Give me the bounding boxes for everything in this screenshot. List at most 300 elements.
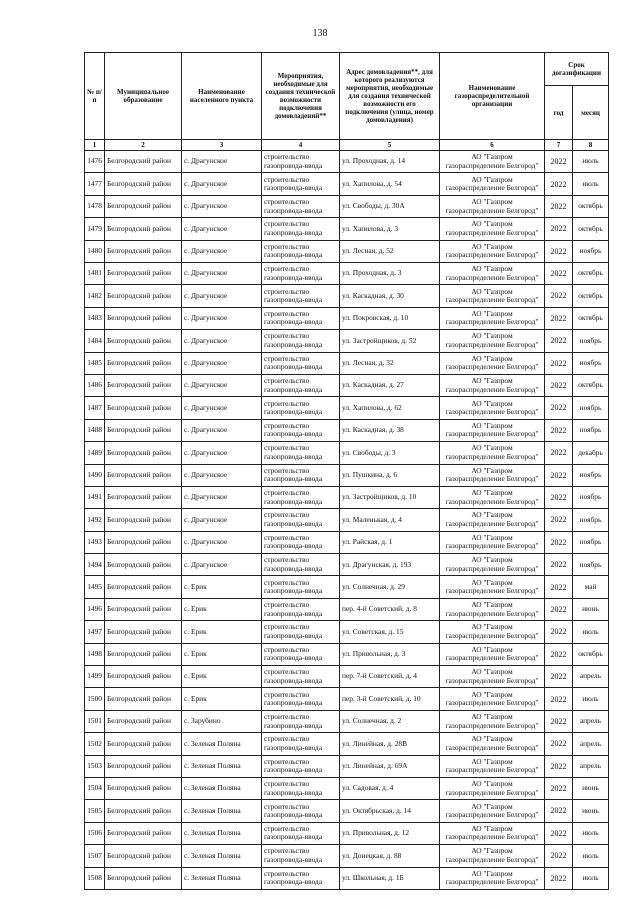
year-cell: 2022 (545, 218, 573, 240)
table-row (85, 486, 609, 508)
month-cell: июль (573, 621, 609, 643)
year-cell: 2022 (545, 554, 573, 576)
org-cell: АО "Газпром газораспределение Белгород" (440, 285, 545, 307)
org-cell: АО "Газпром газораспределение Белгород" (440, 531, 545, 553)
month-cell: декабрь (573, 442, 609, 464)
row-number: 1479 (85, 218, 105, 240)
org-cell: АО "Газпром газораспределение Белгород" (440, 643, 545, 665)
settlement-cell: с. Драгунское (182, 554, 262, 576)
page-number: 138 (312, 28, 328, 39)
municipality-cell: Белгородский район (105, 263, 182, 285)
measure-cell: строительство газопровода-ввода (262, 531, 340, 553)
row-number: 1496 (85, 598, 105, 620)
month-cell: апрель (573, 710, 609, 732)
org-cell: АО "Газпром газораспределение Белгород" (440, 554, 545, 576)
address-cell: ул. Свободы, д. 30А (340, 195, 440, 217)
gasification-table (84, 52, 609, 890)
month-cell: июль (573, 151, 609, 173)
year-cell: 2022 (545, 777, 573, 799)
table-row (85, 285, 609, 307)
table-row (85, 755, 609, 777)
settlement-cell: с. Драгунское (182, 218, 262, 240)
table-row (85, 666, 609, 688)
measure-cell: строительство газопровода-ввода (262, 263, 340, 285)
table-row (85, 330, 609, 352)
org-cell: АО "Газпром газораспределение Белгород" (440, 666, 545, 688)
org-cell: АО "Газпром газораспределение Белгород" (440, 352, 545, 374)
address-cell: ул. Каскадная, д. 30 (340, 285, 440, 307)
header-address: Адрес домовладения**, для которого реализуются мероприятия, необходимые для создания технической возможности его подключения (улица, номер домовладения) (340, 53, 440, 140)
table-row (85, 464, 609, 486)
year-cell: 2022 (545, 867, 573, 889)
municipality-cell: Белгородский район (105, 464, 182, 486)
settlement-cell: с. Ерик (182, 576, 262, 598)
org-cell: АО "Газпром газораспределение Белгород" (440, 867, 545, 889)
org-cell: АО "Газпром газораспределение Белгород" (440, 263, 545, 285)
year-cell: 2022 (545, 330, 573, 352)
municipality-cell: Белгородский район (105, 330, 182, 352)
municipality-cell: Белгородский район (105, 240, 182, 262)
month-cell: ноябрь (573, 554, 609, 576)
row-number: 1486 (85, 374, 105, 396)
org-cell: АО "Газпром газораспределение Белгород" (440, 845, 545, 867)
municipality-cell: Белгородский район (105, 285, 182, 307)
table-row (85, 263, 609, 285)
year-cell: 2022 (545, 195, 573, 217)
table-row (85, 397, 609, 419)
row-number: 1498 (85, 643, 105, 665)
address-cell: ул. Райская, д. 1 (340, 531, 440, 553)
municipality-cell: Белгородский район (105, 352, 182, 374)
month-cell: июль (573, 845, 609, 867)
row-number: 1487 (85, 397, 105, 419)
measure-cell: строительство газопровода-ввода (262, 733, 340, 755)
settlement-cell: с. Зеленая Поляна (182, 845, 262, 867)
measure-cell: строительство газопровода-ввода (262, 173, 340, 195)
row-number: 1507 (85, 845, 105, 867)
municipality-cell: Белгородский район (105, 666, 182, 688)
year-cell: 2022 (545, 643, 573, 665)
year-cell: 2022 (545, 845, 573, 867)
address-cell: ул. Хапилова, д. 54 (340, 173, 440, 195)
address-cell: ул. Покровская, д. 10 (340, 307, 440, 329)
municipality-cell: Белгородский район (105, 374, 182, 396)
table-row (85, 531, 609, 553)
table-row (85, 576, 609, 598)
measure-cell: строительство газопровода-ввода (262, 442, 340, 464)
settlement-cell: с. Зеленая Поляна (182, 867, 262, 889)
row-number: 1504 (85, 777, 105, 799)
measure-cell: строительство газопровода-ввода (262, 822, 340, 844)
row-number: 1503 (85, 755, 105, 777)
month-cell: ноябрь (573, 419, 609, 441)
row-number: 1485 (85, 352, 105, 374)
municipality-cell: Белгородский район (105, 800, 182, 822)
measure-cell: строительство газопровода-ввода (262, 621, 340, 643)
header-year: год (545, 86, 573, 140)
row-number: 1501 (85, 710, 105, 732)
col-number: 4 (262, 140, 340, 151)
col-number: 7 (545, 140, 573, 151)
month-cell: октябрь (573, 218, 609, 240)
org-cell: АО "Газпром газораспределение Белгород" (440, 621, 545, 643)
municipality-cell: Белгородский район (105, 822, 182, 844)
header-month: месяц (573, 86, 609, 140)
address-cell: ул. Проходная, д. 14 (340, 151, 440, 173)
year-cell: 2022 (545, 307, 573, 329)
org-cell: АО "Газпром газораспределение Белгород" (440, 464, 545, 486)
month-cell: июнь (573, 800, 609, 822)
row-number: 1502 (85, 733, 105, 755)
municipality-cell: Белгородский район (105, 598, 182, 620)
row-number: 1482 (85, 285, 105, 307)
table-row (85, 554, 609, 576)
table-row (85, 688, 609, 710)
measure-cell: строительство газопровода-ввода (262, 464, 340, 486)
settlement-cell: с. Ерик (182, 621, 262, 643)
measure-cell: строительство газопровода-ввода (262, 800, 340, 822)
address-cell: ул. Октябрьская, д. 14 (340, 800, 440, 822)
table-row (85, 733, 609, 755)
settlement-cell: с. Драгунское (182, 195, 262, 217)
org-cell: АО "Газпром газораспределение Белгород" (440, 330, 545, 352)
year-cell: 2022 (545, 621, 573, 643)
address-cell: ул. Маленькая, д. 4 (340, 509, 440, 531)
org-cell: АО "Газпром газораспределение Белгород" (440, 800, 545, 822)
address-cell: ул. Донецкая, д. 88 (340, 845, 440, 867)
row-number: 1493 (85, 531, 105, 553)
year-cell: 2022 (545, 240, 573, 262)
header-deadline: Срок догазификации (545, 53, 609, 86)
settlement-cell: с. Драгунское (182, 307, 262, 329)
month-cell: ноябрь (573, 509, 609, 531)
header-measures: Мероприятия, необходимые для создания технической возможности подключения домовладений** (262, 53, 340, 140)
address-cell: ул. Линейная, д. 28В (340, 733, 440, 755)
year-cell: 2022 (545, 486, 573, 508)
measure-cell: строительство газопровода-ввода (262, 151, 340, 173)
org-cell: АО "Газпром газораспределение Белгород" (440, 598, 545, 620)
municipality-cell: Белгородский район (105, 218, 182, 240)
year-cell: 2022 (545, 151, 573, 173)
year-cell: 2022 (545, 666, 573, 688)
year-cell: 2022 (545, 688, 573, 710)
row-number: 1484 (85, 330, 105, 352)
org-cell: АО "Газпром газораспределение Белгород" (440, 733, 545, 755)
year-cell: 2022 (545, 733, 573, 755)
col-number: 1 (85, 140, 105, 151)
settlement-cell: с. Драгунское (182, 442, 262, 464)
settlement-cell: с. Зеленая Поляна (182, 822, 262, 844)
row-number: 1508 (85, 867, 105, 889)
address-cell: ул. Застройщиков, д. 10 (340, 486, 440, 508)
measure-cell: строительство газопровода-ввода (262, 374, 340, 396)
municipality-cell: Белгородский район (105, 173, 182, 195)
table-row (85, 195, 609, 217)
settlement-cell: с. Драгунское (182, 240, 262, 262)
org-cell: АО "Газпром газораспределение Белгород" (440, 240, 545, 262)
year-cell: 2022 (545, 710, 573, 732)
settlement-cell: с. Зеленая Поляна (182, 777, 262, 799)
municipality-cell: Белгородский район (105, 710, 182, 732)
address-cell: ул. Хапилова, д. 3 (340, 218, 440, 240)
address-cell: ул. Садовая, д. 4 (340, 777, 440, 799)
table-row (85, 218, 609, 240)
row-number: 1505 (85, 800, 105, 822)
table-row (85, 442, 609, 464)
measure-cell: строительство газопровода-ввода (262, 845, 340, 867)
year-cell: 2022 (545, 397, 573, 419)
municipality-cell: Белгородский район (105, 845, 182, 867)
row-number: 1478 (85, 195, 105, 217)
address-cell: ул. Школьная, д. 1Б (340, 867, 440, 889)
measure-cell: строительство газопровода-ввода (262, 643, 340, 665)
month-cell: апрель (573, 755, 609, 777)
org-cell: АО "Газпром газораспределение Белгород" (440, 195, 545, 217)
org-cell: АО "Газпром газораспределение Белгород" (440, 307, 545, 329)
header-num: № п/п (85, 53, 105, 140)
year-cell: 2022 (545, 800, 573, 822)
org-cell: АО "Газпром газораспределение Белгород" (440, 688, 545, 710)
address-cell: ул. Лесная, д. 32 (340, 352, 440, 374)
table-row (85, 621, 609, 643)
month-cell: октябрь (573, 374, 609, 396)
month-cell: октябрь (573, 285, 609, 307)
table-row (85, 307, 609, 329)
municipality-cell: Белгородский район (105, 554, 182, 576)
address-cell: ул. Свободы, д. 3 (340, 442, 440, 464)
month-cell: июль (573, 867, 609, 889)
settlement-cell: с. Ерик (182, 688, 262, 710)
settlement-cell: с. Зеленая Поляна (182, 800, 262, 822)
year-cell: 2022 (545, 285, 573, 307)
address-cell: ул. Солнечная, д. 2 (340, 710, 440, 732)
month-cell: апрель (573, 666, 609, 688)
address-cell: ул. Лесная, д. 52 (340, 240, 440, 262)
org-cell: АО "Газпром газораспределение Белгород" (440, 486, 545, 508)
org-cell: АО "Газпром газораспределение Белгород" (440, 509, 545, 531)
col-number: 5 (340, 140, 440, 151)
org-cell: АО "Газпром газораспределение Белгород" (440, 777, 545, 799)
measure-cell: строительство газопровода-ввода (262, 554, 340, 576)
municipality-cell: Белгородский район (105, 576, 182, 598)
address-cell: ул. Хапилова, д. 62 (340, 397, 440, 419)
settlement-cell: с. Ерик (182, 666, 262, 688)
address-cell: ул. Проходная, д. 3 (340, 263, 440, 285)
table-row (85, 867, 609, 889)
address-cell: ул. Линейная, д. 69А (340, 755, 440, 777)
address-cell: ул. Привольная, д. 3 (340, 643, 440, 665)
table-row (85, 822, 609, 844)
row-number: 1489 (85, 442, 105, 464)
measure-cell: строительство газопровода-ввода (262, 397, 340, 419)
table-row (85, 352, 609, 374)
header-municipality: Муниципальное образование (105, 53, 182, 140)
row-number: 1483 (85, 307, 105, 329)
row-number: 1491 (85, 486, 105, 508)
measure-cell: строительство газопровода-ввода (262, 666, 340, 688)
row-number: 1499 (85, 666, 105, 688)
address-cell: ул. Солнечная, д. 29 (340, 576, 440, 598)
month-cell: октябрь (573, 643, 609, 665)
municipality-cell: Белгородский район (105, 151, 182, 173)
month-cell: ноябрь (573, 464, 609, 486)
settlement-cell: с. Ерик (182, 598, 262, 620)
measure-cell: строительство газопровода-ввода (262, 218, 340, 240)
year-cell: 2022 (545, 352, 573, 374)
address-cell: пер. 4-й Советский, д. 8 (340, 598, 440, 620)
row-number: 1497 (85, 621, 105, 643)
municipality-cell: Белгородский район (105, 755, 182, 777)
col-number: 6 (440, 140, 545, 151)
month-cell: ноябрь (573, 486, 609, 508)
row-number: 1506 (85, 822, 105, 844)
year-cell: 2022 (545, 442, 573, 464)
month-cell: июль (573, 822, 609, 844)
settlement-cell: с. Драгунское (182, 464, 262, 486)
municipality-cell: Белгородский район (105, 397, 182, 419)
settlement-cell: с. Ерик (182, 643, 262, 665)
municipality-cell: Белгородский район (105, 777, 182, 799)
org-cell: АО "Газпром газораспределение Белгород" (440, 442, 545, 464)
settlement-cell: с. Зеленая Поляна (182, 733, 262, 755)
year-cell: 2022 (545, 822, 573, 844)
row-number: 1490 (85, 464, 105, 486)
month-cell: июнь (573, 598, 609, 620)
municipality-cell: Белгородский район (105, 307, 182, 329)
settlement-cell: с. Драгунское (182, 531, 262, 553)
table-row (85, 598, 609, 620)
measure-cell: строительство газопровода-ввода (262, 195, 340, 217)
address-cell: ул. Каскадная, д. 27 (340, 374, 440, 396)
address-cell: ул. Пушкина, д. 6 (340, 464, 440, 486)
row-number: 1481 (85, 263, 105, 285)
row-number: 1494 (85, 554, 105, 576)
month-cell: ноябрь (573, 330, 609, 352)
table-row (85, 509, 609, 531)
measure-cell: строительство газопровода-ввода (262, 486, 340, 508)
municipality-cell: Белгородский район (105, 486, 182, 508)
col-number: 3 (182, 140, 262, 151)
address-cell: ул. Советская, д. 15 (340, 621, 440, 643)
measure-cell: строительство газопровода-ввода (262, 576, 340, 598)
address-cell: ул. Привольная, д. 12 (340, 822, 440, 844)
settlement-cell: с. Драгунское (182, 151, 262, 173)
address-cell: ул. Драгунская, д. 193 (340, 554, 440, 576)
month-cell: май (573, 576, 609, 598)
municipality-cell: Белгородский район (105, 621, 182, 643)
row-number: 1476 (85, 151, 105, 173)
year-cell: 2022 (545, 374, 573, 396)
table-row (85, 845, 609, 867)
org-cell: АО "Газпром газораспределение Белгород" (440, 419, 545, 441)
settlement-cell: с. Зеленая Поляна (182, 755, 262, 777)
measure-cell: строительство газопровода-ввода (262, 755, 340, 777)
address-cell: пер. 7-й Советский, д. 4 (340, 666, 440, 688)
row-number: 1495 (85, 576, 105, 598)
municipality-cell: Белгородский район (105, 643, 182, 665)
header-settlement: Наименование населенного пункта (182, 53, 262, 140)
municipality-cell: Белгородский район (105, 688, 182, 710)
month-cell: ноябрь (573, 352, 609, 374)
year-cell: 2022 (545, 531, 573, 553)
month-cell: октябрь (573, 307, 609, 329)
year-cell: 2022 (545, 598, 573, 620)
settlement-cell: с. Драгунское (182, 352, 262, 374)
table-row (85, 419, 609, 441)
year-cell: 2022 (545, 419, 573, 441)
org-cell: АО "Газпром газораспределение Белгород" (440, 173, 545, 195)
address-cell: пер. 3-й Советский, д. 10 (340, 688, 440, 710)
year-cell: 2022 (545, 509, 573, 531)
month-cell: ноябрь (573, 397, 609, 419)
row-number: 1477 (85, 173, 105, 195)
row-number: 1488 (85, 419, 105, 441)
measure-cell: строительство газопровода-ввода (262, 509, 340, 531)
month-cell: апрель (573, 733, 609, 755)
table-body (85, 151, 609, 890)
measure-cell: строительство газопровода-ввода (262, 777, 340, 799)
org-cell: АО "Газпром газораспределение Белгород" (440, 397, 545, 419)
row-number: 1480 (85, 240, 105, 262)
settlement-cell: с. Драгунское (182, 330, 262, 352)
org-cell: АО "Газпром газораспределение Белгород" (440, 710, 545, 732)
measure-cell: строительство газопровода-ввода (262, 419, 340, 441)
settlement-cell: с. Драгунское (182, 509, 262, 531)
settlement-cell: с. Драгунское (182, 419, 262, 441)
measure-cell: строительство газопровода-ввода (262, 710, 340, 732)
org-cell: АО "Газпром газораспределение Белгород" (440, 822, 545, 844)
table-row (85, 777, 609, 799)
settlement-cell: с. Зарубино (182, 710, 262, 732)
month-cell: июль (573, 688, 609, 710)
table-row (85, 800, 609, 822)
row-number: 1500 (85, 688, 105, 710)
column-number-row (85, 140, 609, 151)
row-number: 1492 (85, 509, 105, 531)
year-cell: 2022 (545, 173, 573, 195)
address-cell: ул. Застройщиков, д. 52 (340, 330, 440, 352)
org-cell: АО "Газпром газораспределение Белгород" (440, 576, 545, 598)
year-cell: 2022 (545, 576, 573, 598)
table-row (85, 374, 609, 396)
month-cell: ноябрь (573, 240, 609, 262)
measure-cell: строительство газопровода-ввода (262, 688, 340, 710)
org-cell: АО "Газпром газораспределение Белгород" (440, 755, 545, 777)
col-number: 2 (105, 140, 182, 151)
municipality-cell: Белгородский район (105, 509, 182, 531)
table-row (85, 173, 609, 195)
year-cell: 2022 (545, 755, 573, 777)
measure-cell: строительство газопровода-ввода (262, 867, 340, 889)
municipality-cell: Белгородский район (105, 867, 182, 889)
month-cell: июль (573, 173, 609, 195)
measure-cell: строительство газопровода-ввода (262, 285, 340, 307)
table-row (85, 151, 609, 173)
settlement-cell: с. Драгунское (182, 397, 262, 419)
municipality-cell: Белгородский район (105, 195, 182, 217)
org-cell: АО "Газпром газораспределение Белгород" (440, 218, 545, 240)
org-cell: АО "Газпром газораспределение Белгород" (440, 374, 545, 396)
municipality-cell: Белгородский район (105, 442, 182, 464)
month-cell: июнь (573, 777, 609, 799)
settlement-cell: с. Драгунское (182, 173, 262, 195)
municipality-cell: Белгородский район (105, 733, 182, 755)
col-number: 8 (573, 140, 609, 151)
address-cell: ул. Каскадная, д. 38 (340, 419, 440, 441)
measure-cell: строительство газопровода-ввода (262, 598, 340, 620)
year-cell: 2022 (545, 464, 573, 486)
measure-cell: строительство газопровода-ввода (262, 330, 340, 352)
